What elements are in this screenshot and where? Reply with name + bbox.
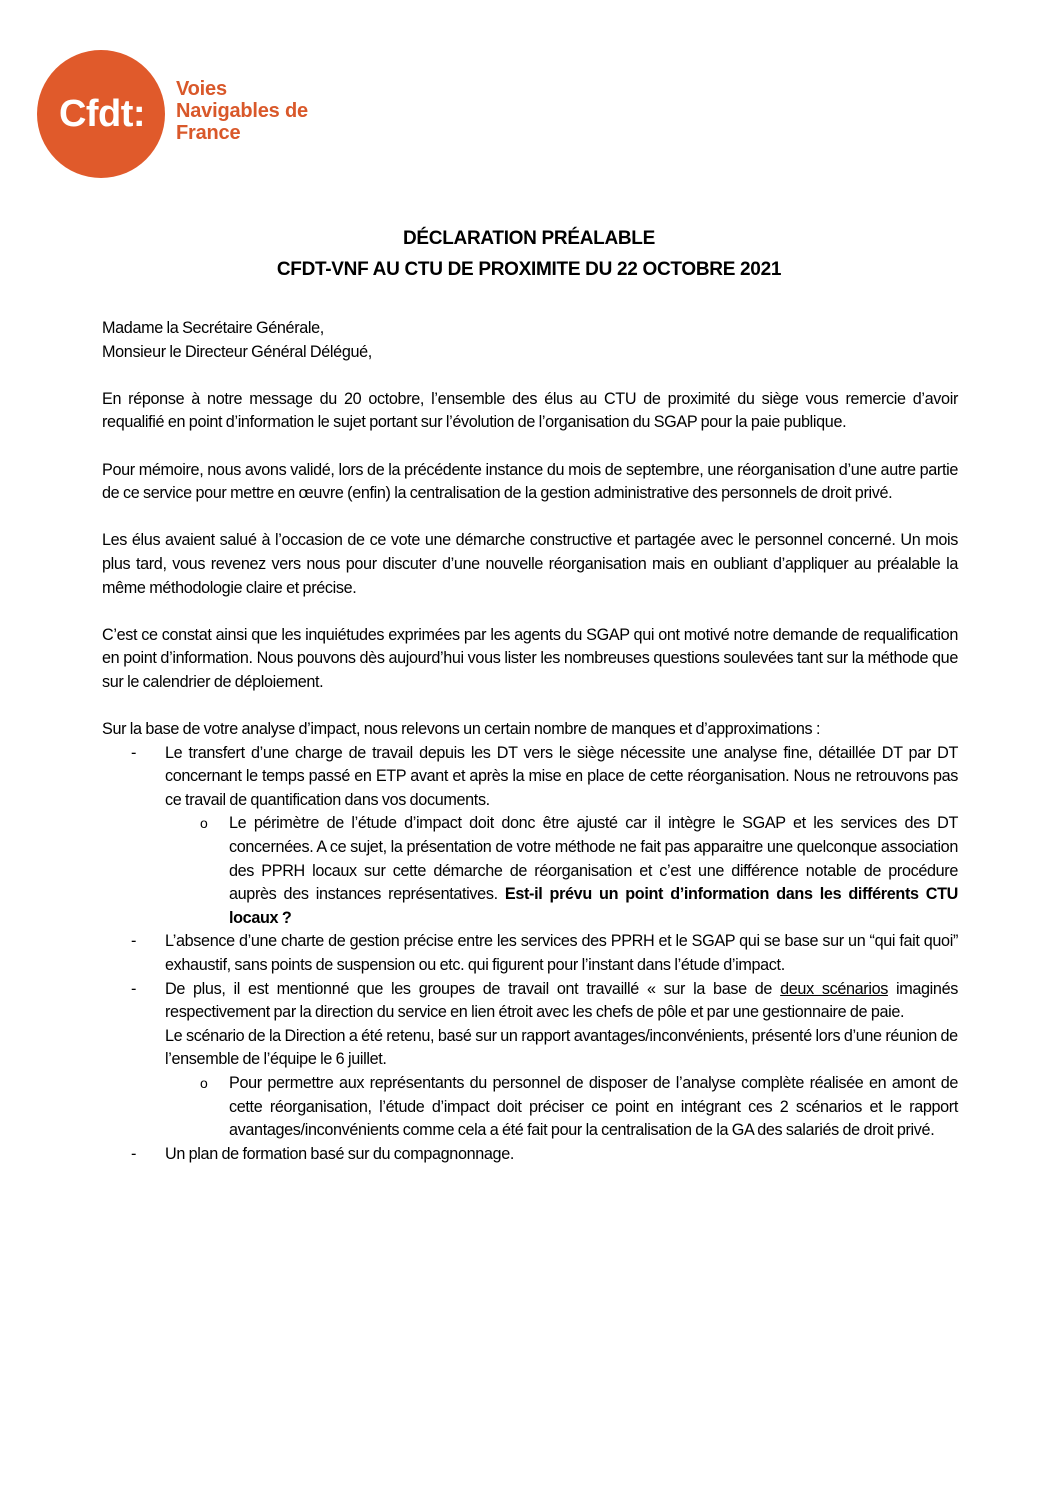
logo-wordmark-line-2: Navigables de bbox=[176, 100, 308, 122]
dash-bullet-icon: - bbox=[131, 1144, 137, 1163]
sub-item-3-1-text: Pour permettre aux représentants du personnel de disposer de l’analyse complète réalisée en amont de cette réorganisation, l’étude d’impact doit préciser ce point en intégrant ces 2 scénarios et le rapport avantages/inconvénients comme cela a été fait pour la centralisation de la GA des salariés de droit privé. bbox=[229, 1074, 958, 1140]
list-item-3 bbox=[102, 978, 958, 1143]
list-item-3-text-after: imaginés respectivement par la direction du service en lien étroit avec les chefs de pôle et par une gestionnaire de paie. bbox=[165, 979, 958, 1022]
sub-item-1-1-bold-question: Est-il prévu un point d’information dans les différents CTU locaux ? bbox=[229, 885, 959, 927]
list-item-1 bbox=[102, 742, 958, 931]
list-item-3-text-before: De plus, il est mentionné que les groupes de travail ont travaillé « sur la base de bbox=[165, 979, 773, 998]
logo-wordmark-line-3: France bbox=[176, 122, 241, 144]
dash-bullet-icon: - bbox=[131, 743, 137, 762]
paragraph-3: Les élus avaient salué à l’occasion de ce vote une démarche constructive et partagée avec le personnel concerné. Un mois plus tard, vous revenez vers nous pour discuter d’une nouvelle réorganisation mais en oubliant d’appliquer au préalable la même méthodologie claire et précise. bbox=[102, 531, 958, 597]
cfdt-logo-circle-icon bbox=[37, 50, 165, 178]
circle-bullet-icon: o bbox=[200, 1075, 208, 1091]
document-body bbox=[102, 317, 958, 1166]
paragraph-4: C’est ce constat ainsi que les inquiétudes exprimées par les agents du SGAP qui ont motivé notre demande de requalification en point d’information. Nous pouvons dès aujourd’hui vous lister les nombreuses questions soulevées tant sur la méthode que sur le calendrier de déploiement. bbox=[102, 625, 958, 691]
circle-bullet-icon: o bbox=[200, 815, 208, 832]
list-item-3-continuation: Le scénario de la Direction a été retenu, basé sur un rapport avantages/inconvénients, présenté lors d’une réunion de l’ensemble de l’équipe le 6 juillet. bbox=[165, 1026, 958, 1069]
list-item-1-sublist bbox=[102, 812, 958, 930]
cfdt-vnf-logo bbox=[37, 50, 357, 180]
dash-bullet-icon: - bbox=[131, 979, 137, 998]
logo-wordmark-line-1: Voies bbox=[176, 78, 227, 100]
logo-circle-text: Cfdt: bbox=[58, 92, 146, 135]
title-line-1: DÉCLARATION PRÉALABLE bbox=[403, 228, 655, 249]
title-line-2: CFDT-VNF AU CTU DE PROXIMITE DU 22 OCTOBRE 2021 bbox=[276, 259, 782, 280]
salutation bbox=[102, 317, 958, 364]
list-item-3-underlined: deux scénarios bbox=[780, 979, 888, 998]
sub-item-1-1 bbox=[102, 812, 958, 930]
dash-bullet-icon: - bbox=[131, 932, 137, 951]
sub-item-1-1-text: Le périmètre de l’étude d’impact doit donc être ajusté car il intègre le SGAP et les services des DT concernées. A ce sujet, la présentation de votre méthode ne fait pas apparaitre une quelconque association des PPRH locaux sur cette démarche de réorganisation et c’est une différence notable de procédure auprès des instances représentatives. bbox=[229, 814, 958, 904]
list-item-4 bbox=[102, 1143, 958, 1167]
sub-item-3-1 bbox=[102, 1072, 958, 1143]
list-item-4-text: Un plan de formation basé sur du compagnonnage. bbox=[165, 1144, 515, 1163]
salutation-line-1: Madame la Secrétaire Générale, bbox=[102, 319, 324, 337]
list-item-2-text: L’absence d’une charte de gestion précise entre les services des PPRH et le SGAP qui se base sur un “qui fait quoi” exhaustif, sans points de suspension ou etc. qui figurent pour l’instant dans l’étude d’impact. bbox=[165, 932, 958, 975]
paragraph-1: En réponse à notre message du 20 octobre, l’ensemble des élus au CTU de proximité du siège vous remercie d’avoir requalifié en point d’information le sujet portant sur l’évolution de l’organisation du SGAP pour la paie publique. bbox=[102, 389, 958, 432]
list-intro: Sur la base de votre analyse d’impact, nous relevons un certain nombre de manques et d’approximations : bbox=[102, 720, 821, 739]
shortcomings-list bbox=[102, 742, 958, 1167]
logo-wordmark bbox=[176, 78, 308, 144]
list-item-1-text: Le transfert d’une charge de travail depuis les DT vers le siège nécessite une analyse fine, détaillée DT par DT concernant le temps passé en ETP avant et après la mise en place de cette réorganisation. Nous ne retrouvons pas ce travail de quantification dans vos documents. bbox=[165, 743, 958, 809]
document-title bbox=[0, 223, 1058, 285]
list-item-2 bbox=[102, 930, 958, 977]
salutation-line-2: Monsieur le Directeur Général Délégué, bbox=[102, 342, 372, 361]
paragraph-2: Pour mémoire, nous avons validé, lors de la précédente instance du mois de septembre, une réorganisation d’une autre partie de ce service pour mettre en œuvre (enfin) la centralisation de la gestion administrative des personnels de droit privé. bbox=[102, 460, 958, 503]
list-item-3-sublist bbox=[102, 1072, 958, 1143]
